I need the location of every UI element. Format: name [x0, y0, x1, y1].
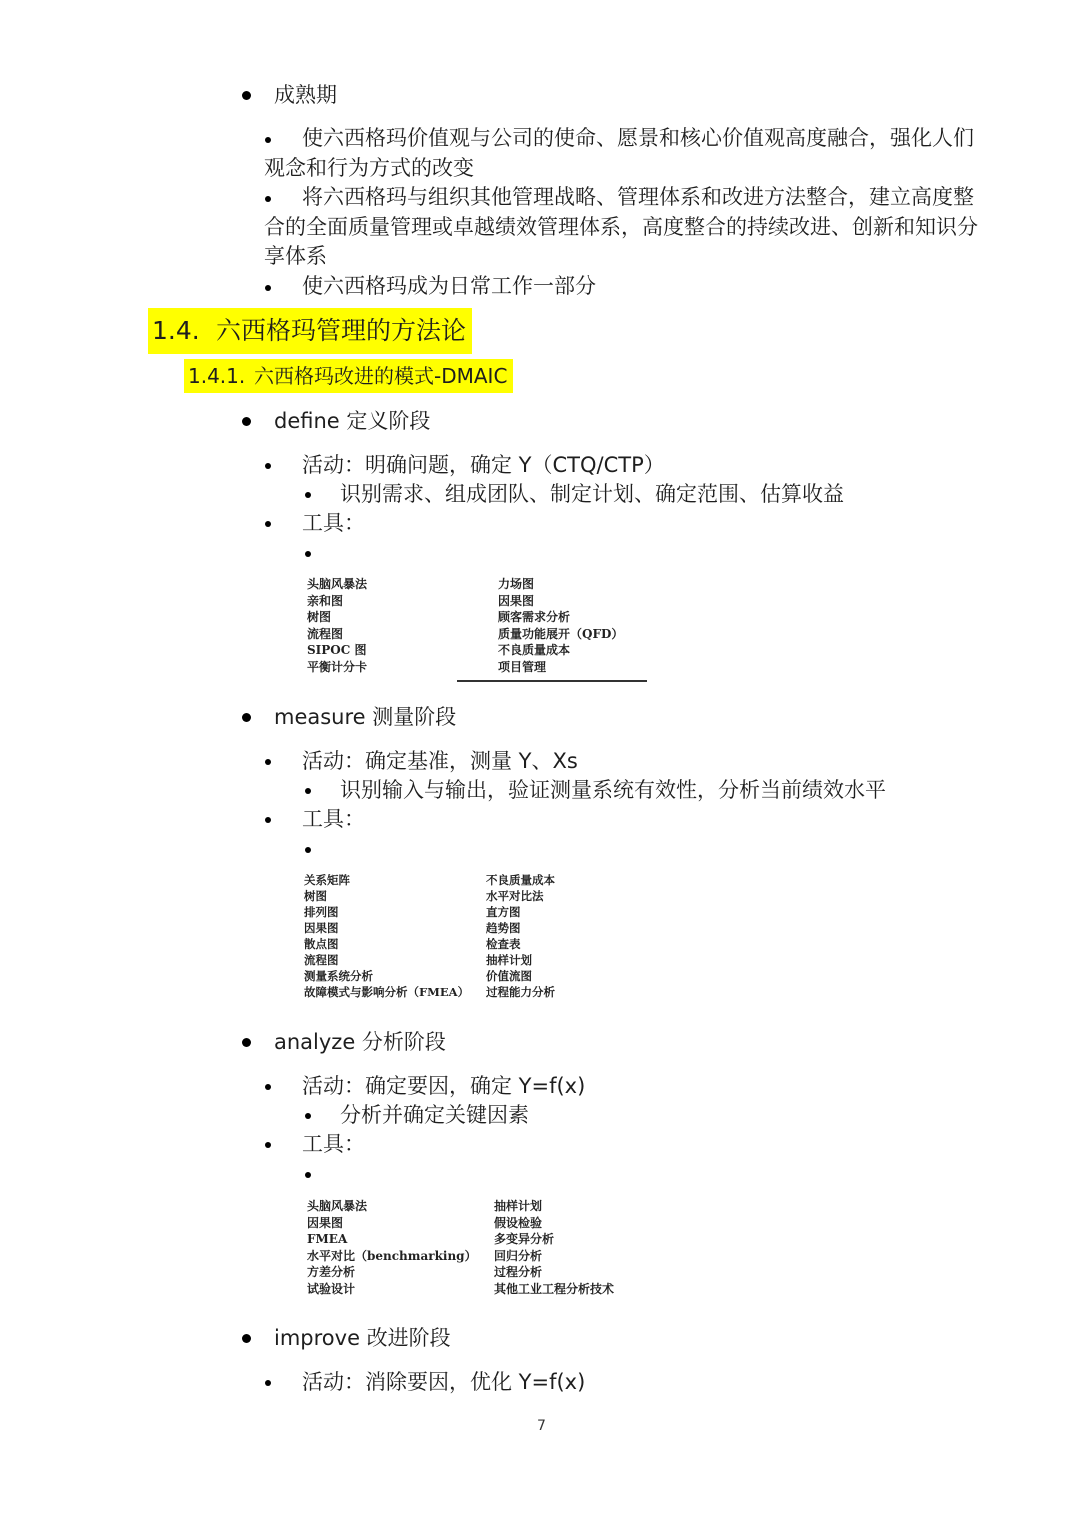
- section-title: 六西格玛管理的方法论: [216, 316, 467, 345]
- tool-item: 过程能力分析: [486, 985, 555, 999]
- tool-item: SIPOC 图: [307, 643, 367, 657]
- tool-item: 多变异分析: [494, 1232, 555, 1246]
- bullet-icon: [265, 463, 271, 469]
- define-tools-table: [307, 576, 647, 686]
- improve-title: improve 改进阶段: [274, 1326, 451, 1350]
- page-number: 7: [537, 1418, 546, 1434]
- maturity-heading: 成熟期: [274, 83, 337, 107]
- maturity-item-1: 使六西格玛价值观与公司的使命、愿景和核心价值观高度融合，强化人们观念和行为方式的改变: [264, 126, 974, 180]
- tool-item: 过程分析: [494, 1265, 543, 1279]
- tool-item: 水平对比（benchmarking）: [307, 1248, 477, 1263]
- define-tools-label: 工具：: [302, 511, 365, 535]
- bullet-icon: [265, 285, 271, 291]
- define-activity: 活动：明确问题，确定 Y（CTQ/CTP）: [302, 453, 665, 477]
- tool-item: 排列图: [304, 905, 339, 919]
- tool-item: 顾客需求分析: [498, 610, 571, 624]
- tool-item: 假设检验: [494, 1215, 543, 1230]
- tool-item: 平衡计分卡: [307, 659, 368, 674]
- tool-item: 不良质量成本: [486, 873, 555, 887]
- tool-item: 抽样计划: [494, 1199, 543, 1213]
- tool-item: 其他工业工程分析技术: [494, 1281, 615, 1296]
- tool-item: 测量系统分析: [304, 969, 373, 983]
- improve-activity: 活动：消除要因，优化 Y=f(x): [302, 1370, 586, 1394]
- tool-item: 因果图: [498, 593, 535, 608]
- tool-item: 直方图: [486, 905, 521, 919]
- bullet-icon: [242, 1038, 251, 1047]
- measure-detail: 识别输入与输出，验证测量系统有效性，分析当前绩效水平: [340, 778, 886, 802]
- tool-item: 价值流图: [486, 969, 532, 983]
- tool-item: 项目管理: [498, 659, 547, 674]
- bullet-icon: [265, 1142, 271, 1148]
- analyze-tools-left-column: [307, 1198, 477, 1297]
- tool-item: 头脑风暴法: [307, 577, 368, 591]
- measure-title: measure 测量阶段: [274, 705, 457, 729]
- bullet-icon: [305, 788, 311, 794]
- measure-tools-left-column: [304, 872, 469, 1000]
- tool-item: 因果图: [307, 1215, 344, 1230]
- measure-tools-right-column: [486, 872, 555, 1000]
- tool-item: 水平对比法: [486, 889, 544, 903]
- tool-item: 故障模式与影响分析（FMEA）: [304, 985, 470, 999]
- tool-item: 头脑风暴法: [307, 1199, 368, 1213]
- bullet-icon: [305, 847, 311, 853]
- bullet-icon: [242, 713, 251, 722]
- maturity-item-2: 将六西格玛与组织其他管理战略、管理体系和改进方法整合，建立高度整合的全面质量管理或卓越绩效管理体系，高度整合的持续改进、创新和知识分享体系: [264, 185, 978, 268]
- subsection-heading: [184, 359, 513, 393]
- tool-item: 因果图: [304, 921, 339, 935]
- bullet-icon: [265, 521, 271, 527]
- tool-item: 力场图: [498, 577, 535, 591]
- maturity-item-3: 使六西格玛成为日常工作一部分: [302, 274, 596, 298]
- define-detail: 识别需求、组成团队、制定计划、确定范围、估算收益: [340, 482, 844, 506]
- analyze-tools-label: 工具：: [302, 1132, 365, 1156]
- measure-tools-table: [304, 872, 604, 1006]
- tool-item: 流程图: [304, 953, 339, 967]
- analyze-activity: 活动：确定要因，确定 Y=f(x): [302, 1074, 586, 1098]
- bullet-icon: [242, 1334, 251, 1343]
- bullet-icon: [265, 759, 271, 765]
- table-bottom-rule: [457, 680, 647, 682]
- bullet-icon: [265, 1084, 271, 1090]
- analyze-detail: 分析并确定关键因素: [340, 1103, 529, 1127]
- tool-item: 亲和图: [307, 593, 344, 608]
- define-tools-left-column: [307, 576, 367, 675]
- tool-item: 散点图: [304, 937, 339, 951]
- tool-item: 趋势图: [486, 921, 521, 935]
- tool-item: 关系矩阵: [304, 873, 350, 887]
- tool-item: 检查表: [486, 937, 521, 951]
- tool-item: 试验设计: [307, 1281, 356, 1296]
- bullet-icon: [265, 817, 271, 823]
- tool-item: FMEA: [307, 1232, 348, 1246]
- tool-item: 流程图: [307, 626, 344, 641]
- tool-item: 质量功能展开（QFD）: [498, 626, 624, 641]
- tool-item: 树图: [307, 610, 332, 624]
- tool-item: 抽样计划: [486, 953, 532, 967]
- tool-item: 回归分析: [494, 1248, 543, 1263]
- bullet-icon: [305, 551, 311, 557]
- measure-activity: 活动：确定基准，测量 Y、Xs: [302, 749, 578, 773]
- define-tools-right-column: [498, 576, 623, 675]
- section-heading: [148, 308, 472, 354]
- analyze-tools-right-column: [494, 1198, 614, 1297]
- bullet-icon: [265, 1380, 271, 1386]
- analyze-title: analyze 分析阶段: [274, 1030, 446, 1054]
- measure-tools-label: 工具：: [302, 807, 365, 831]
- subsection-number: 1.4.1.: [188, 364, 246, 388]
- analyze-tools-table: [307, 1198, 647, 1298]
- bullet-icon: [305, 492, 311, 498]
- bullet-icon: [242, 91, 251, 100]
- tool-item: 方差分析: [307, 1265, 356, 1279]
- bullet-icon: [305, 1172, 311, 1178]
- section-number: 1.4.: [152, 316, 200, 345]
- tool-item: 树图: [304, 889, 327, 903]
- bullet-icon: [305, 1113, 311, 1119]
- bullet-icon: [242, 417, 251, 426]
- define-title: define 定义阶段: [274, 409, 431, 433]
- subsection-title: 六西格玛改进的模式-DMAIC: [254, 364, 508, 388]
- tool-item: 不良质量成本: [498, 643, 571, 657]
